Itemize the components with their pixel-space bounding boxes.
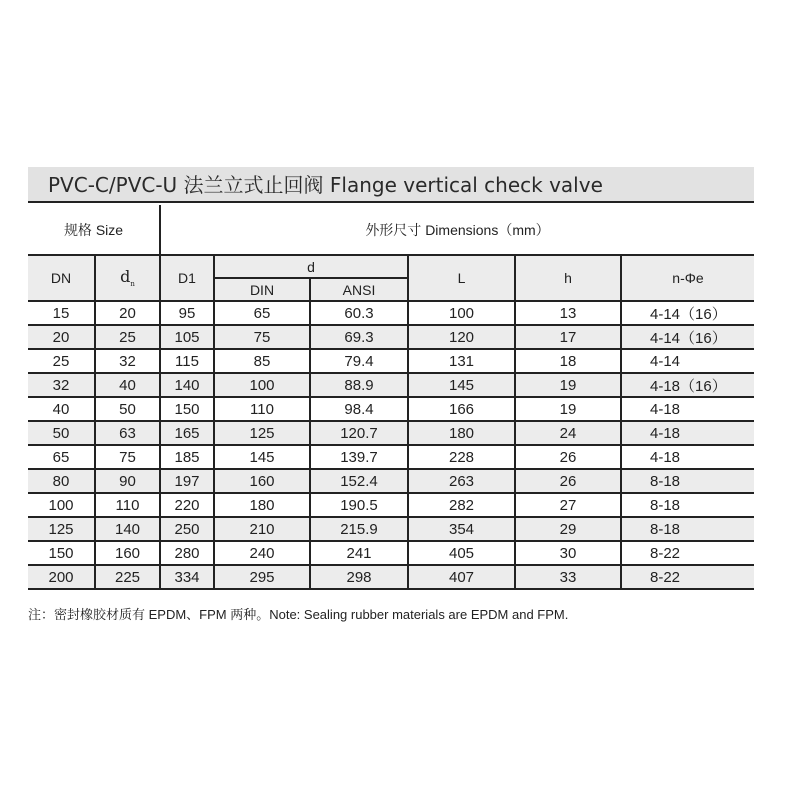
table-row	[28, 397, 754, 421]
cell-d1: 105	[160, 325, 214, 349]
din-header: DIN	[214, 278, 310, 301]
table-row	[28, 445, 754, 469]
cell-dn: 200	[28, 565, 95, 589]
cell-h: 27	[515, 493, 621, 517]
cell-din: 240	[214, 541, 310, 565]
cell-din: 65	[214, 301, 310, 325]
cell-dn: 15	[28, 301, 95, 325]
table-row	[28, 493, 754, 517]
dimensions-group-header: 外形尺寸 Dimensions（mm）	[160, 205, 754, 255]
table-row	[28, 541, 754, 565]
cell-n-phi-e: 8-18	[621, 517, 754, 541]
cell-n-phi-e: 4-18	[621, 445, 754, 469]
cell-ansi: 241	[310, 541, 408, 565]
table-row	[28, 373, 754, 397]
table-row	[28, 565, 754, 589]
cell-h: 30	[515, 541, 621, 565]
table-row	[28, 325, 754, 349]
cell-din: 295	[214, 565, 310, 589]
cell-n-phi-e: 8-22	[621, 541, 754, 565]
cell-h: 17	[515, 325, 621, 349]
cell-din: 110	[214, 397, 310, 421]
footnote: 注：密封橡胶材质有 EPDM、FPM 两种。Note: Sealing rubber materials are EPDM and FPM.	[28, 607, 569, 622]
cell-l: 100	[408, 301, 515, 325]
cell-d1: 115	[160, 349, 214, 373]
cell-n-phi-e: 4-18	[621, 397, 754, 421]
cell-ansi: 60.3	[310, 301, 408, 325]
cell-dn: 32	[28, 373, 95, 397]
cell-d1: 334	[160, 565, 214, 589]
cell-n-phi-e: 4-14（16）	[621, 325, 754, 349]
cell-dn: 65	[28, 445, 95, 469]
cell-l: 407	[408, 565, 515, 589]
table-row	[28, 517, 754, 541]
table-row	[28, 421, 754, 445]
cell-dn: 40	[28, 397, 95, 421]
cell-d1: 185	[160, 445, 214, 469]
dn-small-sub: n	[130, 280, 135, 289]
cell-h: 13	[515, 301, 621, 325]
cell-h: 26	[515, 469, 621, 493]
cell-dn-small: 20	[95, 301, 160, 325]
cell-din: 160	[214, 469, 310, 493]
dn-small-label: d	[120, 267, 131, 287]
cell-n-phi-e: 4-18	[621, 421, 754, 445]
dimensions-table	[28, 205, 754, 590]
cell-h: 19	[515, 397, 621, 421]
cell-ansi: 298	[310, 565, 408, 589]
cell-ansi: 88.9	[310, 373, 408, 397]
cell-dn: 150	[28, 541, 95, 565]
table-row	[28, 301, 754, 325]
cell-n-phi-e: 8-18	[621, 469, 754, 493]
cell-ansi: 190.5	[310, 493, 408, 517]
cell-dn-small: 25	[95, 325, 160, 349]
cell-dn: 100	[28, 493, 95, 517]
table-row	[28, 349, 754, 373]
cell-dn: 50	[28, 421, 95, 445]
cell-din: 180	[214, 493, 310, 517]
cell-din: 85	[214, 349, 310, 373]
d1-header: D1	[160, 255, 214, 301]
cell-h: 33	[515, 565, 621, 589]
cell-ansi: 215.9	[310, 517, 408, 541]
cell-d1: 280	[160, 541, 214, 565]
cell-h: 19	[515, 373, 621, 397]
cell-dn: 80	[28, 469, 95, 493]
table-row	[28, 469, 754, 493]
cell-dn: 25	[28, 349, 95, 373]
cell-d1: 250	[160, 517, 214, 541]
cell-l: 228	[408, 445, 515, 469]
cell-dn: 125	[28, 517, 95, 541]
cell-l: 166	[408, 397, 515, 421]
cell-dn-small: 90	[95, 469, 160, 493]
cell-dn-small: 50	[95, 397, 160, 421]
cell-h: 26	[515, 445, 621, 469]
cell-dn-small: 110	[95, 493, 160, 517]
cell-n-phi-e: 4-14	[621, 349, 754, 373]
cell-ansi: 120.7	[310, 421, 408, 445]
cell-ansi: 79.4	[310, 349, 408, 373]
cell-dn-small: 32	[95, 349, 160, 373]
cell-dn-small: 160	[95, 541, 160, 565]
cell-n-phi-e: 8-18	[621, 493, 754, 517]
cell-ansi: 69.3	[310, 325, 408, 349]
cell-din: 145	[214, 445, 310, 469]
dn-small-header	[95, 255, 160, 301]
dn-header: DN	[28, 255, 95, 301]
cell-l: 405	[408, 541, 515, 565]
cell-d1: 220	[160, 493, 214, 517]
cell-l: 120	[408, 325, 515, 349]
cell-n-phi-e: 4-18（16）	[621, 373, 754, 397]
cell-l: 180	[408, 421, 515, 445]
cell-d1: 165	[160, 421, 214, 445]
cell-l: 145	[408, 373, 515, 397]
h-header: h	[515, 255, 621, 301]
cell-h: 18	[515, 349, 621, 373]
size-group-header: 规格 Size	[28, 205, 160, 255]
cell-dn-small: 63	[95, 421, 160, 445]
table-title: PVC-C/PVC-U 法兰立式止回阀 Flange vertical check valve	[28, 167, 754, 203]
n-phi-e-header: n-Φe	[621, 255, 754, 301]
cell-dn-small: 140	[95, 517, 160, 541]
cell-ansi: 139.7	[310, 445, 408, 469]
cell-dn: 20	[28, 325, 95, 349]
cell-din: 100	[214, 373, 310, 397]
cell-din: 210	[214, 517, 310, 541]
cell-d1: 197	[160, 469, 214, 493]
cell-dn-small: 40	[95, 373, 160, 397]
cell-ansi: 152.4	[310, 469, 408, 493]
cell-h: 24	[515, 421, 621, 445]
cell-dn-small: 225	[95, 565, 160, 589]
cell-l: 354	[408, 517, 515, 541]
cell-l: 282	[408, 493, 515, 517]
cell-d1: 95	[160, 301, 214, 325]
cell-d1: 150	[160, 397, 214, 421]
cell-n-phi-e: 8-22	[621, 565, 754, 589]
cell-din: 125	[214, 421, 310, 445]
cell-n-phi-e: 4-14（16）	[621, 301, 754, 325]
cell-h: 29	[515, 517, 621, 541]
cell-dn-small: 75	[95, 445, 160, 469]
cell-din: 75	[214, 325, 310, 349]
cell-ansi: 98.4	[310, 397, 408, 421]
l-header: L	[408, 255, 515, 301]
cell-l: 131	[408, 349, 515, 373]
ansi-header: ANSI	[310, 278, 408, 301]
d-header: d	[214, 255, 408, 278]
cell-l: 263	[408, 469, 515, 493]
cell-d1: 140	[160, 373, 214, 397]
